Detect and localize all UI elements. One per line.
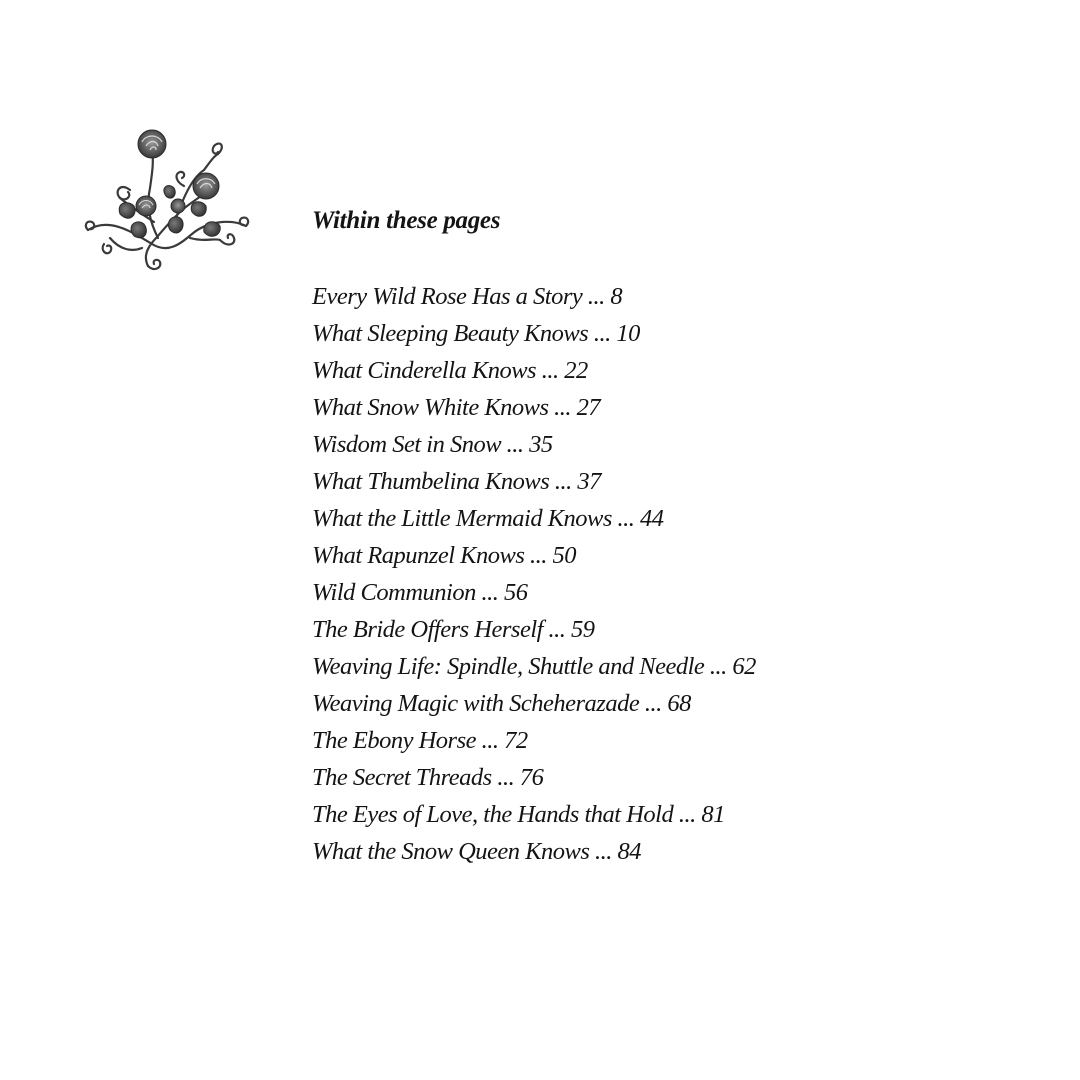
rose-vine-icon <box>80 126 252 276</box>
toc-entry: What the Snow Queen Knows ... 84 <box>312 838 642 865</box>
toc-entry: What Sleeping Beauty Knows ... 10 <box>312 320 640 347</box>
toc-entry: The Secret Threads ... 76 <box>312 764 544 791</box>
toc-entry: What Rapunzel Knows ... 50 <box>312 542 576 569</box>
toc-entry: What Snow White Knows ... 27 <box>312 394 601 421</box>
toc-entry: Every Wild Rose Has a Story ... 8 <box>312 283 623 310</box>
toc-entry: What the Little Mermaid Knows ... 44 <box>312 505 664 532</box>
toc-entry: The Ebony Horse ... 72 <box>312 727 528 754</box>
toc-entry: Wild Communion ... 56 <box>312 579 528 606</box>
toc-heading: Within these pages <box>312 207 501 234</box>
toc-entry: Weaving Magic with Scheherazade ... 68 <box>312 690 691 717</box>
table-of-contents <box>312 203 1012 870</box>
toc-entry: What Thumbelina Knows ... 37 <box>312 468 601 495</box>
toc-entry: Wisdom Set in Snow ... 35 <box>312 431 553 458</box>
toc-entry: The Eyes of Love, the Hands that Hold ... 81 <box>312 801 725 828</box>
toc-entry: The Bride Offers Herself ... 59 <box>312 616 595 643</box>
toc-entry: Weaving Life: Spindle, Shuttle and Needle ... 62 <box>312 653 756 680</box>
toc-entry: What Cinderella Knows ... 22 <box>312 357 588 384</box>
toc-list <box>312 278 1012 870</box>
